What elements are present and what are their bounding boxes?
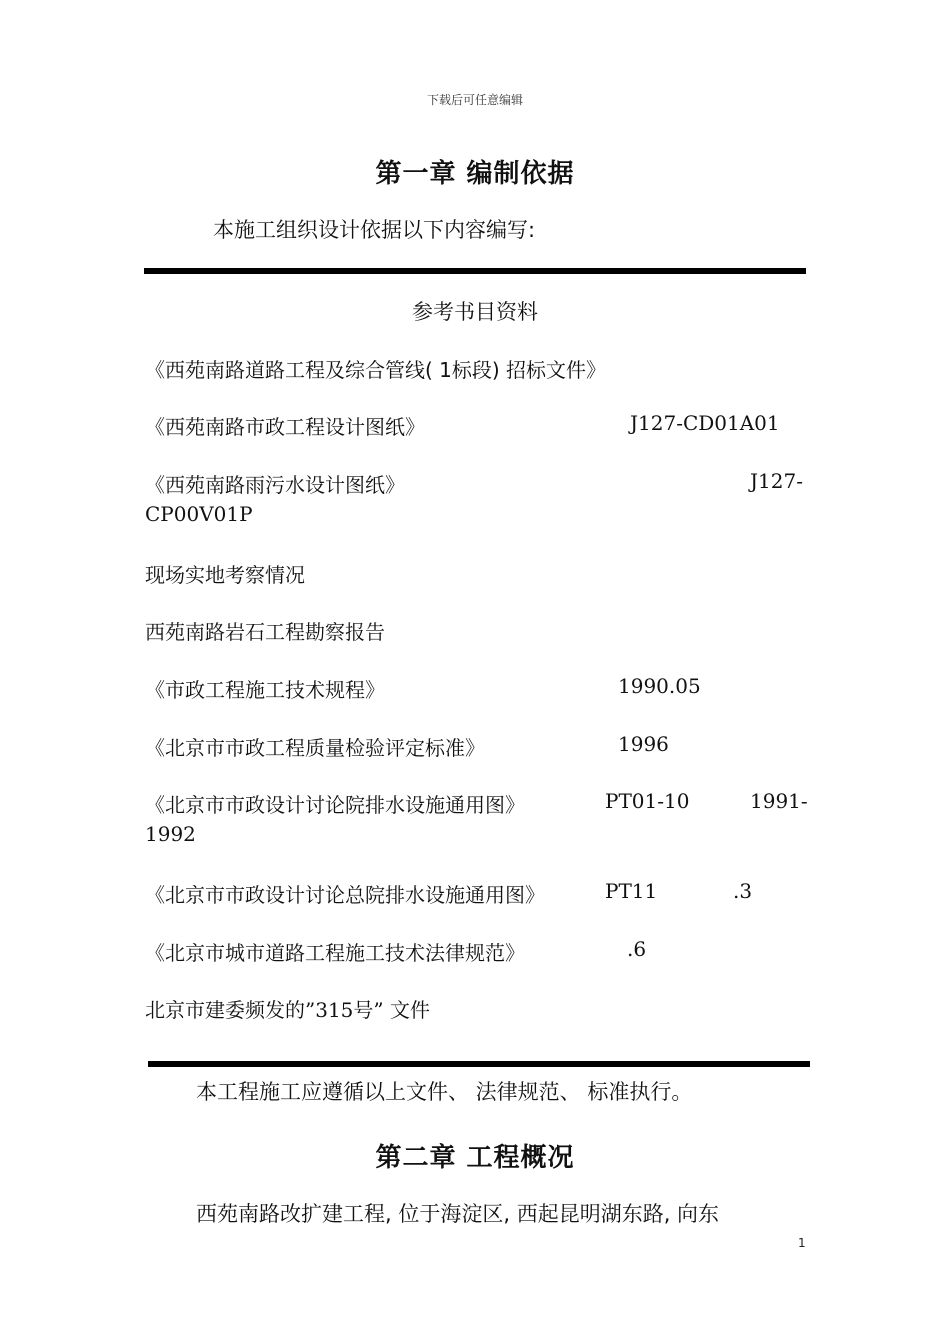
reference-item: 现场实地考察情况 — [145, 563, 305, 587]
reference-code: PT01-10 — [605, 789, 690, 813]
reference-item: 《西苑南路雨污水设计图纸》 — [145, 473, 405, 497]
reference-code: PT11 — [605, 879, 658, 903]
reference-item: 《市政工程施工技术规程》 — [145, 678, 385, 702]
reference-item: 《西苑南路道路工程及综合管线( 1标段) 招标文件》 — [145, 358, 607, 382]
chapter-2-title: 第二章 工程概况 — [375, 1143, 575, 1173]
header-note: 下载后可任意编辑 — [426, 93, 523, 107]
reference-code: ”315号” 文件 — [305, 998, 430, 1022]
reference-code-year: .3 — [733, 879, 753, 903]
page-number: 1 — [798, 1236, 806, 1250]
reference-code-year: 1991- — [750, 789, 808, 813]
reference-code-continued: 1992 — [145, 822, 196, 846]
chapter-2-body: 西苑南路改扩建工程, 位于海淀区, 西起昆明湖东路, 向东 — [196, 1202, 720, 1226]
reference-code: 1996 — [618, 732, 669, 756]
reference-code: J127-CD01A01 — [630, 411, 780, 435]
reference-text: 北京市建委频发的 — [145, 998, 305, 1022]
reference-item: 西苑南路岩石工程勘察报告 — [145, 620, 385, 644]
reference-item: 《北京市市政设计讨论总院排水设施通用图》 — [145, 883, 545, 907]
reference-code: .6 — [627, 937, 647, 961]
closing-statement: 本工程施工应遵循以上文件、 法律规范、 标准执行。 — [196, 1080, 693, 1104]
reference-code: 1990.05 — [618, 674, 701, 698]
chapter-1-intro: 本施工组织设计依据以下内容编写: — [213, 218, 536, 242]
reference-item: 《北京市市政设计讨论院排水设施通用图》 — [145, 793, 525, 817]
bottom-rule — [148, 1061, 810, 1067]
references-heading: 参考书目资料 — [412, 300, 538, 324]
chapter-1-title: 第一章 编制依据 — [375, 159, 575, 189]
reference-item: 《北京市城市道路工程施工技术法律规范》 — [145, 941, 525, 965]
reference-code: J127- — [750, 469, 803, 493]
reference-item — [145, 994, 430, 1023]
reference-item: 《北京市市政工程质量检验评定标准》 — [145, 736, 485, 760]
reference-item: 《西苑南路市政工程设计图纸》 — [145, 415, 425, 439]
reference-code-continued: CP00V01P — [145, 502, 253, 526]
top-rule — [144, 268, 806, 274]
